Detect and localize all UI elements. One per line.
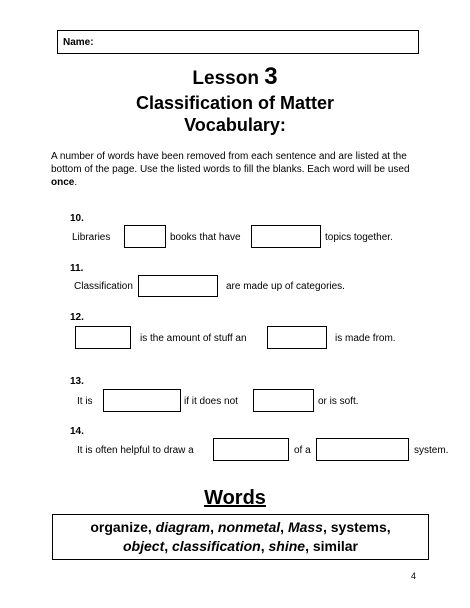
question-14-text-2: of a — [294, 445, 311, 456]
title-subject: Classification of Matter — [135, 93, 335, 113]
question-12-text-2: is made from. — [335, 333, 396, 344]
word-organize: organize — [90, 519, 148, 535]
question-11-text-2: are made up of categories. — [226, 281, 345, 292]
question-11-text-1: Classification — [74, 281, 133, 292]
word-classification: classification — [172, 538, 261, 554]
word-separator: , — [280, 519, 288, 535]
instructions-text: A number of words have been removed from each sentence and are listed at the bottom of the page. Use the listed words to fill the blanks. Each word will be used — [51, 151, 410, 175]
word-nonmetal: nonmetal — [217, 519, 281, 535]
question-10-text-1: Libraries — [72, 232, 111, 243]
word-separator: , — [210, 519, 218, 535]
instructions-end: . — [74, 177, 78, 188]
question-10-blank-2[interactable] — [251, 225, 321, 248]
question-12-text-1: is the amount of stuff an — [140, 333, 247, 344]
instructions — [51, 150, 426, 189]
question-11-number: 11. — [70, 263, 84, 274]
word-bank — [52, 514, 429, 560]
instructions-emphasis: once — [51, 177, 75, 188]
word-bank-line-1 — [53, 518, 428, 537]
word-bank-line-2 — [53, 537, 428, 556]
question-10-blank-1[interactable] — [124, 225, 166, 248]
word-shine: shine — [268, 538, 306, 554]
question-14-text-1: It is often helpful to draw a — [77, 445, 194, 456]
question-13-number: 13. — [70, 376, 84, 387]
question-11-blank-1[interactable] — [138, 275, 218, 297]
question-13-blank-1[interactable] — [103, 389, 181, 412]
page-title — [0, 64, 470, 136]
question-10-text-2: books that have — [170, 232, 241, 243]
question-13-text-1: It is — [77, 396, 93, 407]
title-vocabulary: Vocabulary: — [184, 115, 286, 135]
word-systems: , systems, — [322, 519, 391, 535]
question-13-text-2: if it does not — [184, 396, 238, 407]
lesson-number: 3 — [264, 63, 278, 90]
lesson-word: Lesson — [192, 68, 259, 89]
question-14-blank-1[interactable] — [213, 438, 289, 461]
question-12-blank-1[interactable] — [75, 326, 131, 349]
word-mass: Mass — [287, 519, 323, 535]
word-separator: , — [260, 538, 269, 554]
word-separator: , — [164, 538, 173, 554]
word-separator: , — [147, 519, 156, 535]
lesson-title — [0, 64, 470, 92]
question-12-blank-2[interactable] — [267, 326, 327, 349]
question-13-text-3: or is soft. — [318, 396, 359, 407]
word-diagram: diagram — [155, 519, 211, 535]
words-heading: Words — [204, 487, 266, 509]
name-field[interactable] — [57, 30, 419, 54]
question-14-text-3: system. — [414, 445, 449, 456]
question-10-text-3: topics together. — [325, 232, 393, 243]
question-10-number: 10. — [70, 213, 84, 224]
question-14-blank-2[interactable] — [316, 438, 409, 461]
word-object: object — [123, 538, 165, 554]
word-similar: , similar — [305, 538, 358, 554]
question-12-number: 12. — [70, 312, 84, 323]
question-14-number: 14. — [70, 426, 84, 437]
name-label: Name: — [63, 37, 94, 48]
question-13-blank-2[interactable] — [253, 389, 314, 412]
page-number: 4 — [411, 571, 417, 581]
